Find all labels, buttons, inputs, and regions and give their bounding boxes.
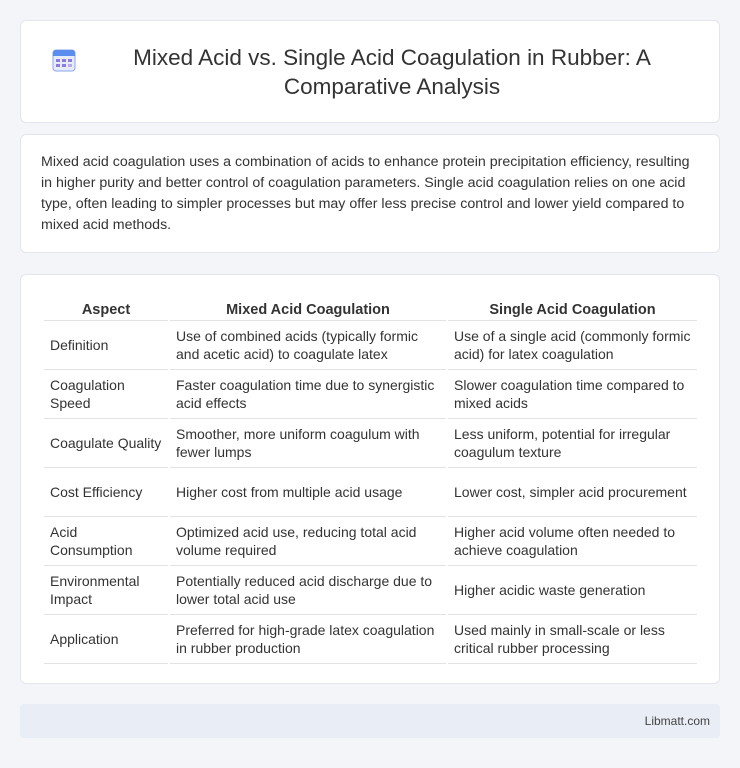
- cell-single: Lower cost, simpler acid procurement: [448, 468, 697, 517]
- cell-mixed: Use of combined acids (typically formic and acetic acid) to coagulate latex: [170, 321, 446, 370]
- cell-mixed: Optimized acid use, reducing total acid volume required: [170, 517, 446, 566]
- cell-single: Higher acidic waste generation: [448, 566, 697, 615]
- cell-aspect: Application: [44, 615, 168, 664]
- intro-card: [20, 134, 720, 253]
- comparison-table-card: [20, 274, 720, 684]
- page-title: Mixed Acid vs. Single Acid Coagulation in Rubber: A Comparative Analysis: [133, 44, 651, 99]
- cell-mixed: Potentially reduced acid discharge due to lower total acid use: [170, 566, 446, 615]
- cell-single: Higher acid volume often needed to achieve coagulation: [448, 517, 697, 566]
- cell-single: Slower coagulation time compared to mixed acids: [448, 370, 697, 419]
- cell-single: Use of a single acid (commonly formic acid) for latex coagulation: [448, 321, 697, 370]
- header-single-acid: Single Acid Coagulation: [448, 295, 697, 321]
- table-row: [44, 517, 697, 566]
- cell-aspect: Cost Efficiency: [44, 468, 168, 517]
- table-row: [44, 419, 697, 468]
- cell-aspect: Definition: [44, 321, 168, 370]
- comparison-table: [42, 295, 699, 664]
- footer-site-link[interactable]: Libmatt.com: [644, 714, 710, 728]
- cell-aspect: Coagulate Quality: [44, 419, 168, 468]
- cell-single: Less uniform, potential for irregular coagulum texture: [448, 419, 697, 468]
- table-row: [44, 370, 697, 419]
- table-row: [44, 468, 697, 517]
- intro-paragraph: Mixed acid coagulation uses a combination of acids to enhance protein precipitation efficiency, resulting in higher purity and better control of coagulation parameters. Single acid coagulation relies on one acid type, often leading to simpler processes but may offer less precise control and lower yield compared to mixed acid methods.: [41, 154, 690, 233]
- cell-aspect: Coagulation Speed: [44, 370, 168, 419]
- title-wrap: [51, 43, 689, 101]
- header-aspect: Aspect: [44, 295, 168, 321]
- table-row: [44, 321, 697, 370]
- calendar-table-icon: [51, 47, 77, 73]
- cell-aspect: Acid Consumption: [44, 517, 168, 566]
- table-row: [44, 615, 697, 664]
- title-card: [20, 20, 720, 123]
- cell-mixed: Faster coagulation time due to synergistic acid effects: [170, 370, 446, 419]
- cell-mixed: Smoother, more uniform coagulum with fewer lumps: [170, 419, 446, 468]
- cell-mixed: Higher cost from multiple acid usage: [170, 468, 446, 517]
- header-mixed-acid: Mixed Acid Coagulation: [170, 295, 446, 321]
- footer: [20, 704, 720, 738]
- table-row: [44, 566, 697, 615]
- table-header-row: [44, 295, 697, 321]
- cell-single: Used mainly in small-scale or less critical rubber processing: [448, 615, 697, 664]
- cell-aspect: Environmental Impact: [44, 566, 168, 615]
- cell-mixed: Preferred for high-grade latex coagulation in rubber production: [170, 615, 446, 664]
